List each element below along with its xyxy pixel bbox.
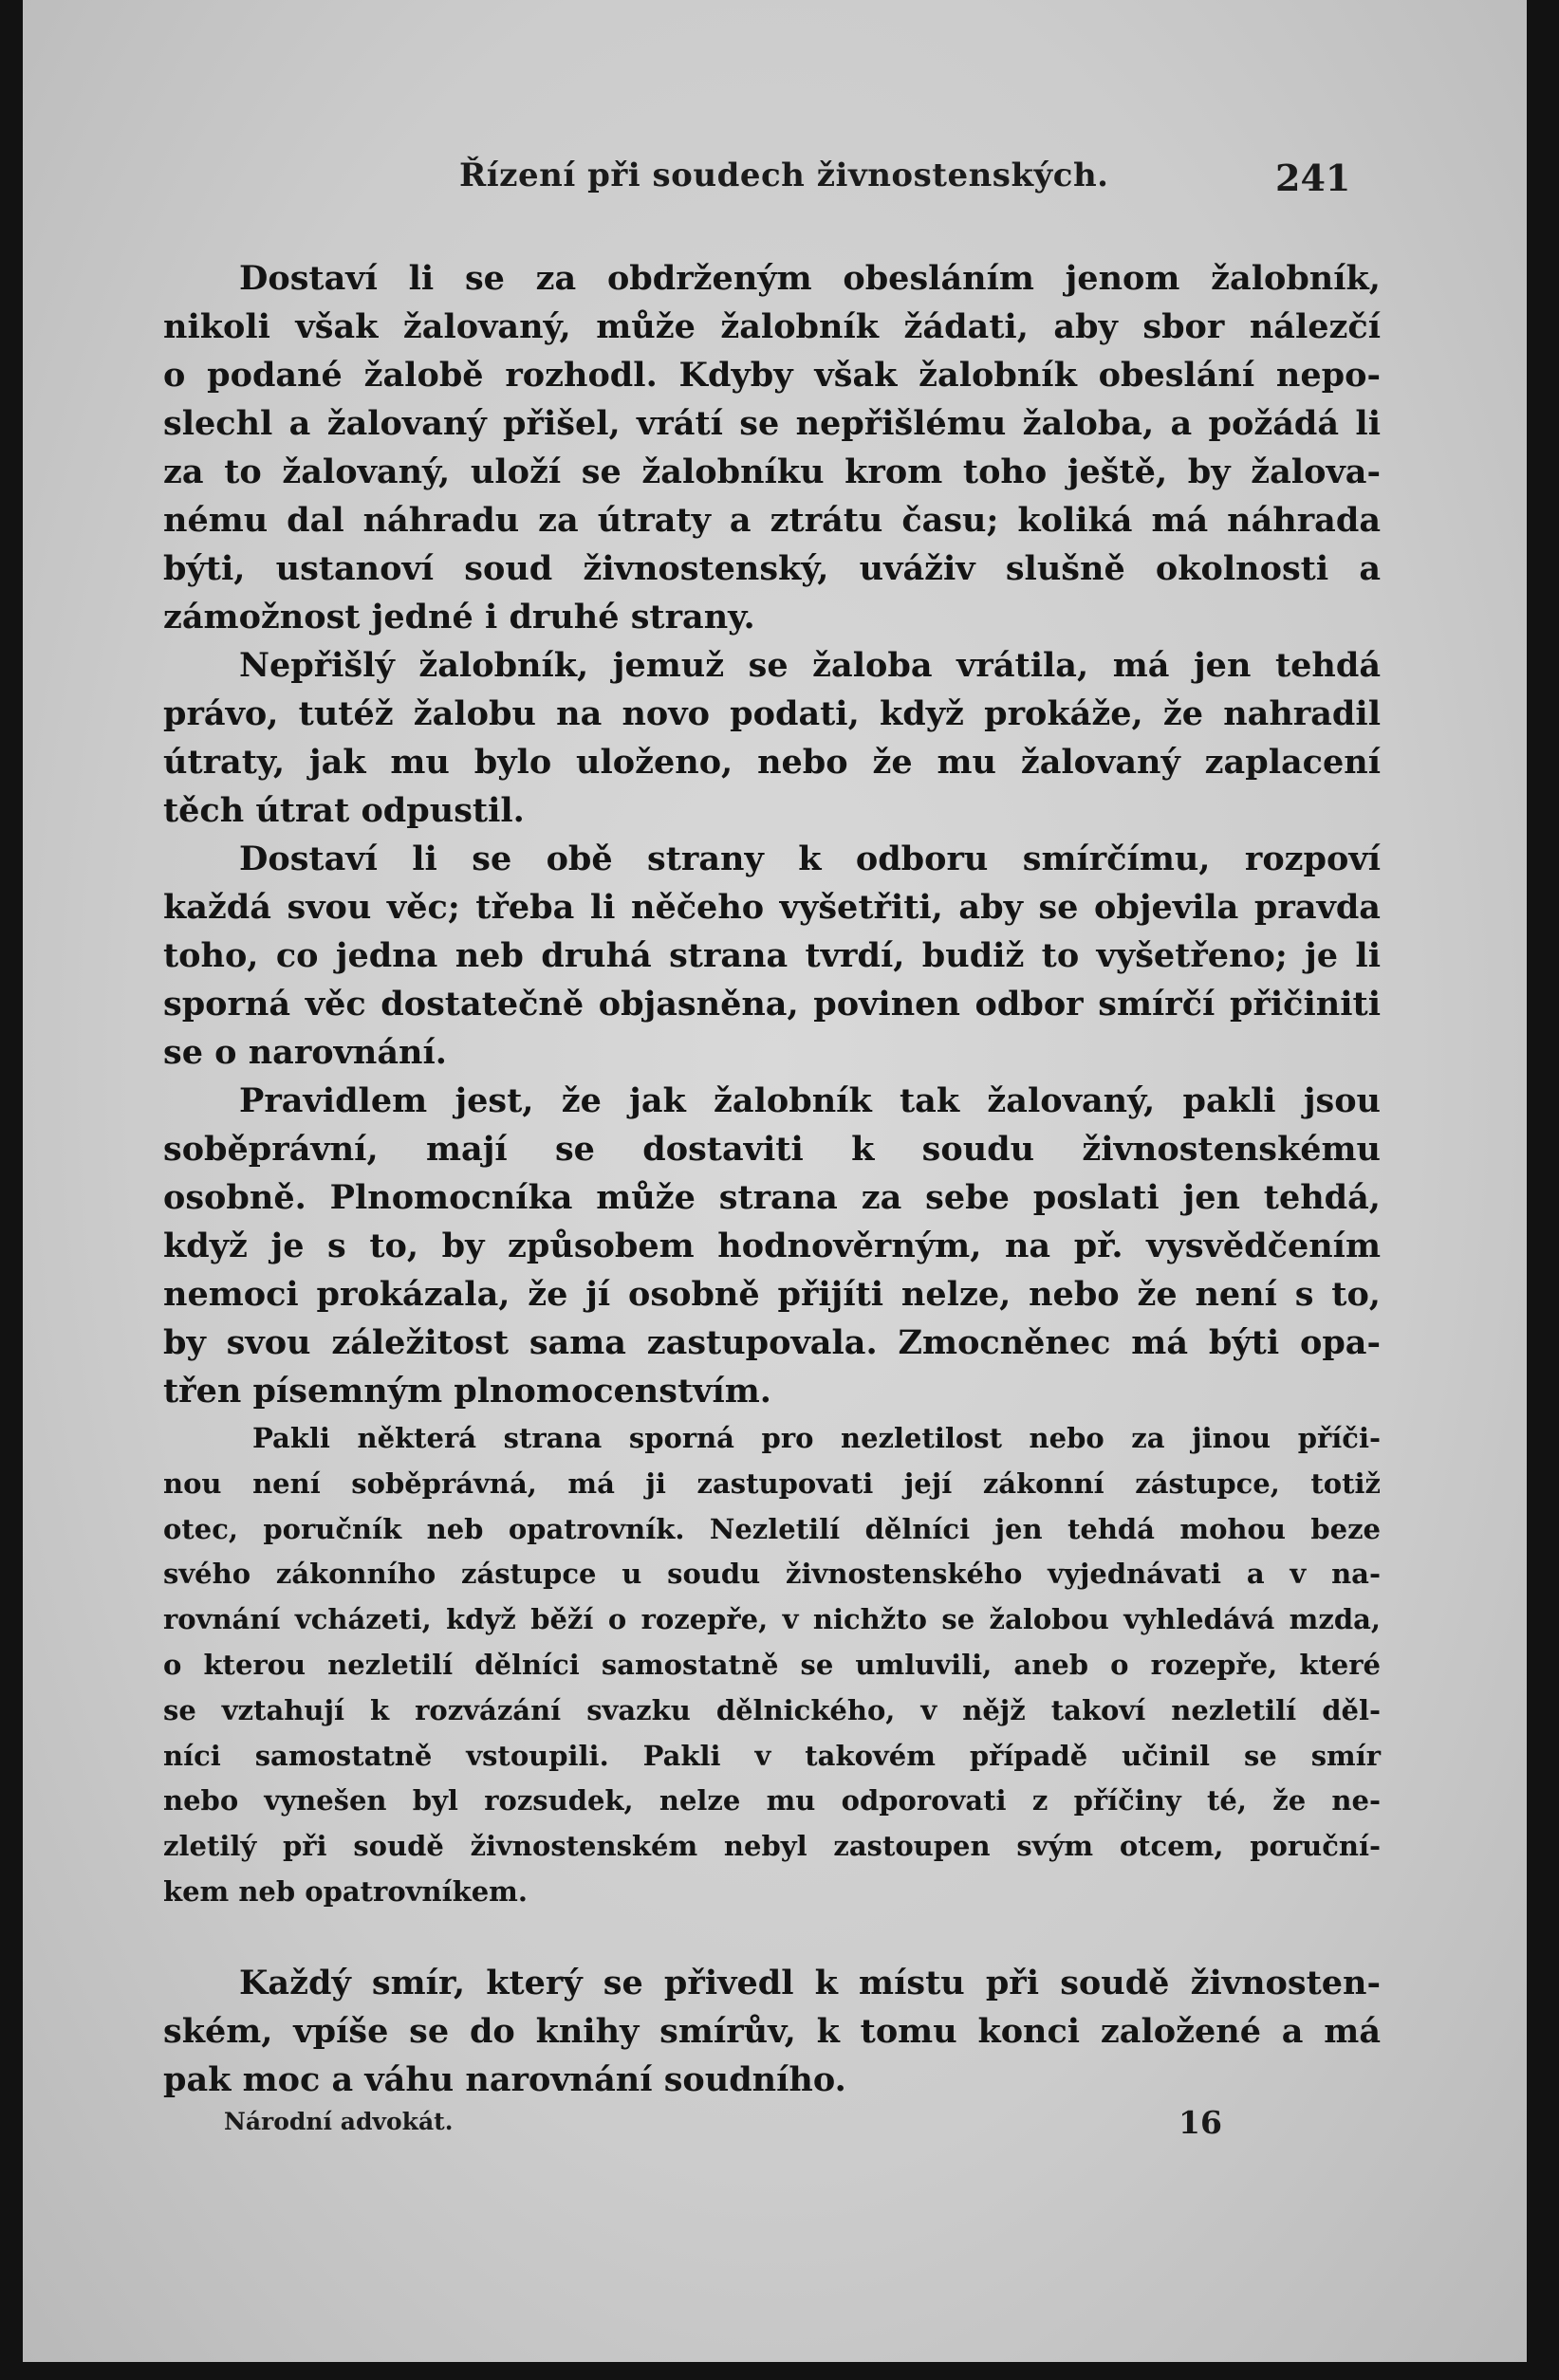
- text-line: Nepřišlý žalobník, jemuž se žaloba vrátila, má jen tehdá: [239, 646, 1381, 685]
- text-line: třen písemným plnomocenstvím.: [163, 1372, 771, 1411]
- text-line: slechl a žalovaný přišel, vrátí se nepřišlému žaloba, a požádá li: [163, 404, 1381, 443]
- text-line: zletilý při soudě živnostenském nebyl zastoupen svým otcem, poruční-: [163, 1830, 1381, 1863]
- text-line: nemoci prokázala, že jí osobně přijíti nelze, nebo že není s to,: [163, 1275, 1381, 1314]
- text-line: otec, poručník neb opatrovník. Nezletilí dělníci jen tehdá mohou beze: [163, 1512, 1381, 1545]
- text-line: Dostaví li se obě strany k odboru smírčímu, rozpoví: [239, 839, 1381, 878]
- text-line: toho, co jedna neb druhá strana tvrdí, budiž to vyšetřeno; je li: [163, 936, 1381, 975]
- text-line: svého zákonního zástupce u soudu živnostenského vyjednávati a v na-: [163, 1558, 1381, 1591]
- text-line: právo, tutéž žalobu na novo podati, když prokáže, že nahradil: [163, 694, 1381, 733]
- text-line: nebo vynešen byl rozsudek, nelze mu odporovati z příčiny té, že ne-: [163, 1784, 1381, 1817]
- text-line: nou není soběprávná, má ji zastupovati její zákonní zástupce, totiž: [163, 1467, 1381, 1500]
- text-line: osobně. Plnomocníka může strana za sebe poslati jen tehdá,: [163, 1178, 1381, 1217]
- page-number: 241: [1275, 157, 1351, 199]
- text-line: níci samostatně vstoupili. Pakli v takovém případě učinil se smír: [163, 1739, 1381, 1772]
- sheet-number: 16: [1179, 2104, 1222, 2141]
- text-line: Dostaví li se za obdrženým obesláním jenom žalobník,: [239, 259, 1381, 298]
- text-line: zámožnost jedné i druhé strany.: [163, 598, 755, 637]
- text-line: Pravidlem jest, že jak žalobník tak žalovaný, pakli jsou: [239, 1081, 1381, 1120]
- text-line: Každý smír, který se přivedl k místu při soudě živnosten-: [239, 1964, 1381, 2002]
- text-line: nému dal náhradu za útraty a ztrátu času; koliká má náhrada: [163, 501, 1381, 540]
- text-line: těch útrat odpustil.: [163, 791, 525, 830]
- text-line: za to žalovaný, uloží se žalobníku krom toho ještě, by žalova-: [163, 452, 1381, 491]
- text-line: Pakli některá strana sporná pro nezletilost nebo za jinou příči-: [252, 1422, 1381, 1454]
- book-page: [23, 0, 1527, 2362]
- text-line: pak moc a váhu narovnání soudního.: [163, 2060, 846, 2099]
- running-title: Řízení při soudech živnostenských.: [459, 157, 1109, 194]
- text-line: se o narovnání.: [163, 1033, 447, 1072]
- text-line: o podané žalobě rozhodl. Kdyby však žalobník obeslání nepo-: [163, 356, 1381, 395]
- page-header: [23, 157, 1527, 204]
- text-line: rovnání vcházeti, když běží o rozepře, v nichžto se žalobou vyhledává mzda,: [163, 1603, 1381, 1636]
- text-line: sporná věc dostatečně objasněna, povinen odbor smírčí přičiniti: [163, 985, 1381, 1024]
- text-line: býti, ustanoví soud živnostenský, uváživ slušně okolnosti a: [163, 549, 1381, 588]
- text-line: soběprávní, mají se dostaviti k soudu živnostenskému: [163, 1130, 1381, 1169]
- text-line: by svou záležitost sama zastupovala. Zmocněnec má býti opa-: [163, 1323, 1381, 1362]
- text-line: ském, vpíše se do knihy smírův, k tomu konci založené a má: [163, 2012, 1381, 2051]
- footer-signature: Národní advokát.: [224, 2108, 454, 2135]
- text-line: nikoli však žalovaný, může žalobník žádati, aby sbor nálezčí: [163, 307, 1381, 346]
- main-text: [163, 254, 1381, 1415]
- text-line: každá svou věc; třeba li něčeho vyšetřiti, aby se objevila pravda: [163, 888, 1381, 927]
- small-print-paragraph: [163, 1416, 1381, 1915]
- text-line: kem neb opatrovníkem.: [163, 1874, 528, 1908]
- text-line: útraty, jak mu bylo uloženo, nebo že mu žalovaný zaplacení: [163, 743, 1381, 782]
- text-line: o kterou nezletilí dělníci samostatně se umluvili, aneb o rozepře, které: [163, 1648, 1381, 1681]
- text-line: se vztahují k rozvázání svazku dělnického, v nějž takoví nezletilí děl-: [163, 1693, 1381, 1726]
- text-line: když je s to, by způsobem hodnověrným, na př. vysvědčením: [163, 1227, 1381, 1265]
- closing-paragraph: [163, 1959, 1381, 2104]
